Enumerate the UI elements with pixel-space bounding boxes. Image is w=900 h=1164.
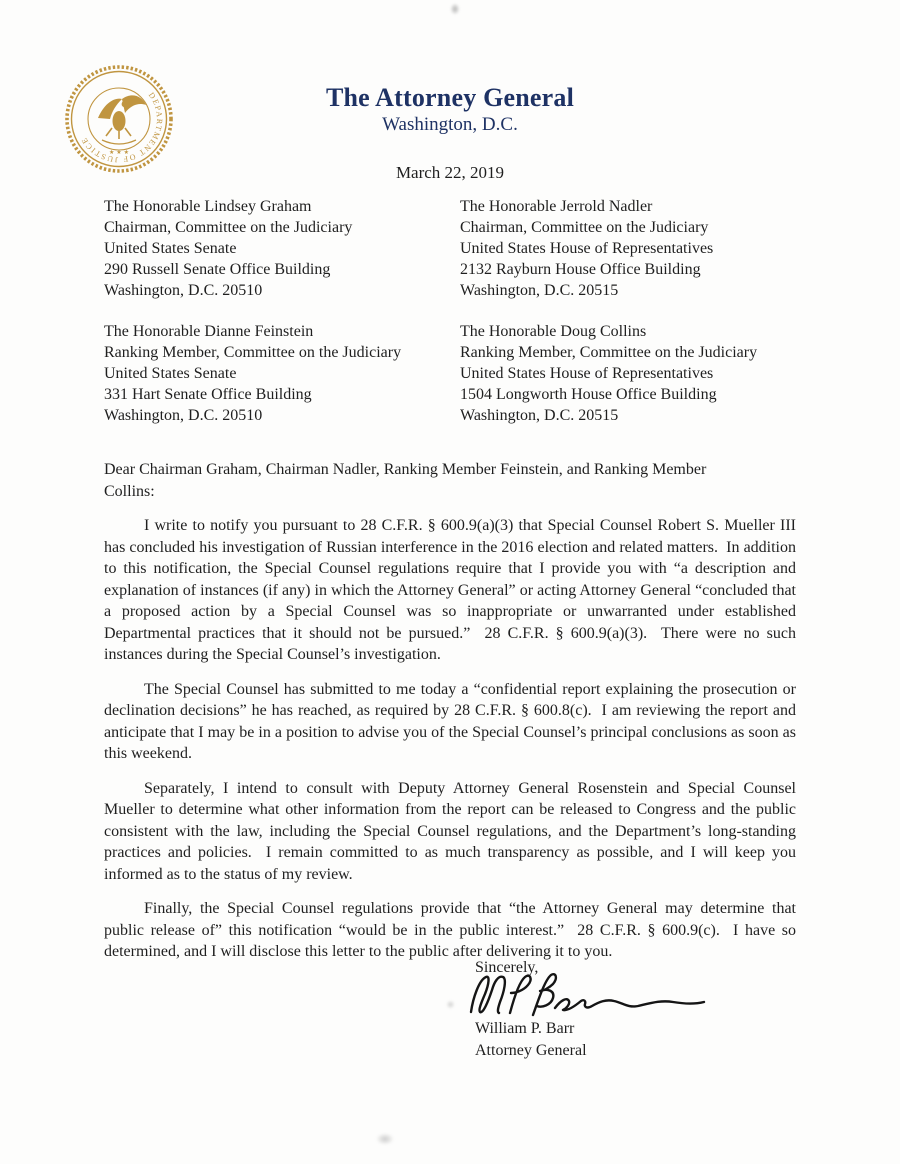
letter-body	[0, 196, 900, 963]
doj-seal-icon	[62, 62, 176, 176]
recipient-block-collins	[460, 321, 796, 426]
address-line: The Honorable Dianne Feinstein	[104, 323, 314, 340]
address-line: 1504 Longworth House Office Building	[460, 386, 717, 403]
address-line: Washington, D.C. 20510	[104, 407, 263, 424]
salutation	[104, 459, 796, 502]
address-line: Ranking Member, Committee on the Judiciary	[460, 344, 758, 361]
address-line: 2132 Rayburn House Office Building	[460, 261, 701, 278]
closing-block	[475, 957, 775, 1072]
address-line: The Honorable Jerrold Nadler	[460, 198, 653, 215]
address-line: United States House of Representatives	[460, 240, 714, 257]
address-line: Washington, D.C. 20515	[460, 407, 619, 424]
address-line: 331 Hart Senate Office Building	[104, 386, 312, 403]
signature-name: William P. Barr	[475, 1020, 575, 1037]
salutation-line-2: Collins:	[104, 482, 155, 500]
address-line: The Honorable Doug Collins	[460, 323, 647, 340]
salutation-line-1: Dear Chairman Graham, Chairman Nadler, Ranking Member Feinstein, and Ranking Member	[104, 461, 707, 478]
recipient-row-2	[104, 321, 796, 426]
recipient-block-feinstein	[104, 321, 460, 426]
address-line: United States Senate	[104, 365, 237, 382]
closing-sincerely: Sincerely,	[475, 959, 539, 976]
address-line: Chairman, Committee on the Judiciary	[104, 219, 353, 236]
seal-stars: ★ ★ ★	[109, 149, 129, 156]
letter-date: March 22, 2019	[395, 163, 505, 182]
recipient-row-1	[104, 196, 796, 301]
letterhead-location: Washington, D.C.	[382, 114, 518, 135]
paragraph-consultation: Separately, I intend to consult with Deputy Attorney General Rosenstein and Special Counsel Mueller to determine what other information from the report can be released to Congress and the public consistent with the law, including the Special Counsel regulations, and the Department’s long-standing practices and policies. I remain committed to as much transparency as possible, and I will keep you informed as to the status of my review.	[104, 779, 796, 883]
scan-artifact-signature	[446, 1000, 455, 1009]
paragraph-confidential-report: The Special Counsel has submitted to me today a “confidential report explaining the prosecution or declination decisions” he has reached, as required by 28 C.F.R. § 600.8(c). I am reviewing the report and anticipate that I may be in a position to advise you of the Special Counsel’s principal conclusions as soon as this weekend.	[104, 680, 796, 762]
scan-artifact-bottom	[376, 1133, 394, 1145]
address-line: 290 Russell Senate Office Building	[104, 261, 331, 278]
address-line: The Honorable Lindsey Graham	[104, 198, 312, 215]
address-line: United States Senate	[104, 240, 237, 257]
address-line: Washington, D.C. 20515	[460, 282, 619, 299]
address-line: United States House of Representatives	[460, 365, 714, 382]
signature-title: Attorney General	[475, 1042, 587, 1059]
recipient-block-nadler	[460, 196, 796, 301]
letterhead-title: The Attorney General	[325, 83, 575, 112]
address-line: Chairman, Committee on the Judiciary	[460, 219, 709, 236]
seal-ring-text: DEPARTMENT OF JUSTICE	[79, 90, 165, 165]
barr-signature-icon	[465, 970, 710, 1018]
address-line: Ranking Member, Committee on the Judiciary	[104, 344, 402, 361]
recipient-blocks	[104, 196, 796, 426]
paragraph-notification: I write to notify you pursuant to 28 C.F.R. § 600.9(a)(3) that Special Counsel Robert S. Mueller III has concluded his investigation of Russian interference in the 2016 election and related matters. In addition to this notification, the Special Counsel regulations require that I provide you with “a description and explanation of instances (if any) in which the Attorney General” or acting Attorney General “concluded that a proposed action by a Special Counsel was so inappropriate or unwarranted under established Departmental practices that it should not be pursued.” 28 C.F.R. § 600.9(a)(3). There were no such instances during the Special Counsel’s investigation.	[104, 517, 796, 663]
address-line: Washington, D.C. 20510	[104, 282, 263, 299]
paragraph-public-release: Finally, the Special Counsel regulations provide that “the Attorney General may determine that public release of” this notification “would be in the public interest.” 28 C.F.R. § 600.9(c). I have so determined, and I will disclose this letter to the public after delivering it to you.	[104, 900, 796, 960]
recipient-block-graham	[104, 196, 460, 301]
